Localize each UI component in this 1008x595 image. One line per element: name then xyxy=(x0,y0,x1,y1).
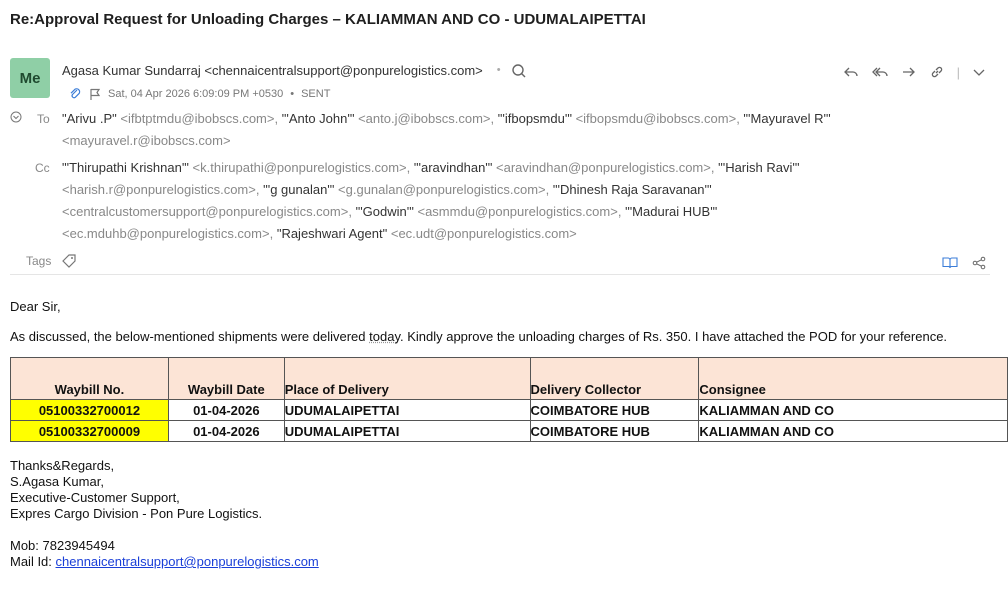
flag-icon[interactable] xyxy=(88,87,102,101)
delivery-collector: COIMBATORE HUB xyxy=(530,400,699,421)
tags-row xyxy=(26,253,77,269)
email-subject: Re:Approval Request for Unloading Charges – KALIAMMAN AND CO - UDUMALAIPETTAI xyxy=(10,11,646,28)
recipient[interactable]: "'Madurai HUB'" <ec.mduhb@ponpurelogistics.com> xyxy=(62,204,718,241)
signature-line: S.Agasa Kumar, xyxy=(10,474,104,489)
table-header: Consignee xyxy=(699,358,1008,400)
table-header: Waybill Date xyxy=(168,358,284,400)
link-icon[interactable] xyxy=(929,63,945,81)
cc-label: Cc xyxy=(35,161,50,175)
date-highlight[interactable]: today xyxy=(369,329,400,344)
table-header: Waybill No. xyxy=(11,358,169,400)
table-header: Delivery Collector xyxy=(530,358,699,400)
to-recipients: "Arivu .P" <ifbtptmdu@ibobscs.com>, "'Anto John'" <anto.j@ibobscs.com>, "'ifbopsmdu'" <ifbopsmdu@ibobscs.com>, "'Mayuravel R'" <mayuravel.r@ibobscs.com> xyxy=(62,111,831,148)
recipient[interactable]: "'Dhinesh Raja Saravanan'" <centralcustomersupport@ponpurelogistics.com> xyxy=(62,182,712,219)
reading-mode-icon[interactable] xyxy=(942,254,958,272)
table-row xyxy=(11,421,1008,442)
sent-date: Sat, 04 Apr 2026 6:09:09 PM +0530 xyxy=(108,88,284,100)
tags-label: Tags xyxy=(26,254,52,268)
message-actions xyxy=(843,63,986,81)
consignee: KALIAMMAN AND CO xyxy=(699,400,1008,421)
table-header: Place of Delivery xyxy=(284,358,530,400)
expand-recipients-icon[interactable] xyxy=(10,110,22,128)
waybill-table xyxy=(10,357,1008,442)
sender-name[interactable]: Agasa Kumar Sundarraj <chennaicentralsupport@ponpurelogistics.com> xyxy=(62,62,483,78)
share-icon[interactable] xyxy=(972,254,986,272)
recipient[interactable]: "'Harish Ravi'" <harish.r@ponpurelogistics.com> xyxy=(62,160,800,197)
meta-line xyxy=(68,87,330,101)
spacer xyxy=(10,522,319,538)
status-badge: SENT xyxy=(301,88,331,100)
reply-icon[interactable] xyxy=(843,63,859,81)
forward-icon[interactable] xyxy=(901,63,917,81)
to-label: To xyxy=(37,112,50,126)
mobile-number: Mob: 7823945494 xyxy=(10,538,115,553)
recipient[interactable]: "'Anto John'" <anto.j@ibobscs.com> xyxy=(281,111,491,126)
header-divider xyxy=(10,274,990,275)
waybill-date: 01-04-2026 xyxy=(168,421,284,442)
recipient[interactable]: "'ifbopsmdu'" <ifbopsmdu@ibobscs.com> xyxy=(497,111,737,126)
cc-recipients: "'Thirupathi Krishnan'" <k.thirupathi@ponpurelogistics.com>, "'aravindhan'" <aravindhan@ponpurelogistics.com>, "'Harish Ravi'" <harish.r@ponpurelogistics.com>, "'g gunalan'" <g.gunalan@ponpurelogistics.com>, "'Dhinesh Raja Saravanan'" <centralcustomersupport@ponpurelogistics.com>, "'Godwin'" <asmmdu@ponpurelogistics.com>, "'Madurai HUB'" <ec.mduhb@ponpurelogistics.com>, "Rajeshwari Agent" <ec.udt@ponpurelogistics.com> xyxy=(62,160,800,241)
avatar[interactable]: Me xyxy=(10,58,50,98)
greeting: Dear Sir, xyxy=(10,299,61,314)
waybill-number: 05100332700009 xyxy=(11,421,169,442)
recipient[interactable]: "Rajeshwari Agent" <ec.udt@ponpurelogistics.com> xyxy=(276,226,577,241)
recipient[interactable]: "'Godwin'" <asmmdu@ponpurelogistics.com> xyxy=(355,204,618,219)
signature-line: Expres Cargo Division - Pon Pure Logistics. xyxy=(10,506,263,521)
table-row xyxy=(11,400,1008,421)
place-of-delivery: UDUMALAIPETTAI xyxy=(284,421,530,442)
mail-link[interactable]: chennaicentralsupport@ponpurelogistics.com xyxy=(55,554,319,569)
tag-icon[interactable] xyxy=(61,253,77,269)
recipient[interactable]: "'g gunalan'" <g.gunalan@ponpurelogistics.com> xyxy=(263,182,546,197)
waybill-number: 05100332700012 xyxy=(11,400,169,421)
recipient[interactable]: "'aravindhan'" <aravindhan@ponpurelogistics.com> xyxy=(413,160,711,175)
separator-dot: • xyxy=(496,64,501,77)
attachment-icon[interactable] xyxy=(68,87,82,101)
recipient[interactable]: "'Thirupathi Krishnan'" <k.thirupathi@ponpurelogistics.com> xyxy=(62,160,407,175)
recipient[interactable]: "Arivu .P" <ifbtptmdu@ibobscs.com> xyxy=(62,111,275,126)
signature-block xyxy=(10,458,319,570)
sender-line xyxy=(62,62,527,79)
mail-line: Mail Id: chennaicentralsupport@ponpurelogistics.com xyxy=(10,554,319,569)
search-icon[interactable] xyxy=(511,62,527,79)
recipient[interactable]: "'Mayuravel R'" <mayuravel.r@ibobscs.com> xyxy=(62,111,831,148)
consignee: KALIAMMAN AND CO xyxy=(699,421,1008,442)
place-of-delivery: UDUMALAIPETTAI xyxy=(284,400,530,421)
signature-line: Executive-Customer Support, xyxy=(10,490,180,505)
delivery-collector: COIMBATORE HUB xyxy=(530,421,699,442)
view-options xyxy=(942,254,986,272)
action-divider: | xyxy=(956,64,960,80)
chevron-down-icon[interactable] xyxy=(972,63,986,81)
waybill-date: 01-04-2026 xyxy=(168,400,284,421)
body-paragraph: As discussed, the below-mentioned shipments were delivered today. Kindly approve the unloading charges of Rs. 350. I have attached the POD for your reference. xyxy=(10,329,948,344)
signature-line: Thanks&Regards, xyxy=(10,458,115,473)
reply-all-icon[interactable] xyxy=(871,63,889,81)
separator-dot: • xyxy=(290,88,295,100)
